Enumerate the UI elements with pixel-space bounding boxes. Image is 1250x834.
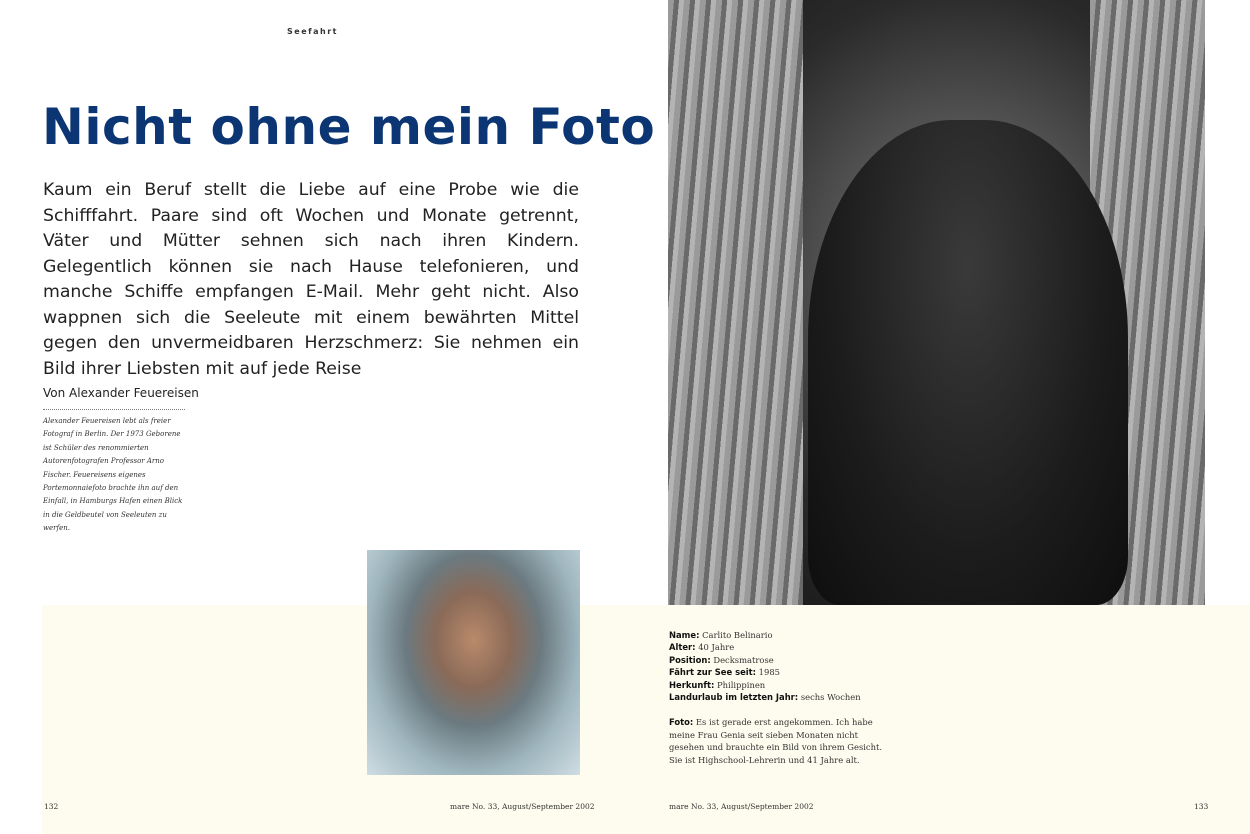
sailor-figure — [808, 120, 1128, 605]
wife-wallet-photo — [367, 550, 580, 775]
photo-caption — [669, 629, 894, 766]
magazine-issue-left: mare No. 33, August/September 2002 — [450, 802, 595, 811]
caption-photo-note: Foto: Es ist gerade erst angekommen. Ich habe meine Frau Genia seit sieben Monaten nicht gesehen und brauchte ein Bild von ihrem Gesicht. Sie ist Highschool-Lehrerin und 41 Jahre alt. — [669, 717, 883, 765]
dotted-divider — [43, 409, 185, 410]
caption-field: Name: Carlito Belinario — [669, 630, 773, 640]
caption-field: Landurlaub im letzten Jahr: sechs Wochen — [669, 692, 861, 703]
cream-background-band — [42, 605, 1250, 834]
article-title: Nicht ohne mein Foto — [42, 98, 656, 156]
left-curtain — [668, 0, 803, 605]
author-bio: Alexander Feuereisen lebt als freier Fotograf in Berlin. Der 1973 Geborene ist Schüler des renommierten Autorenfotografen Professor Arno Fischer. Feuereisens eigenes Portemonnaiefoto brachte ihn auf den Einfall, in Hamburgs Hafen einen Blick in die Geldbeutel von Seeleuten zu werfen. — [43, 417, 183, 533]
caption-field: Alter: 40 Jahre — [669, 642, 735, 653]
lead-paragraph: Kaum ein Beruf stellt die Liebe auf eine Probe wie die Schifffahrt. Paare sind oft Wochen und Monate getrennt, Väter und Mütter sehnen sich nach ihren Kindern. Gelegentlich können sie nach Hause telefonieren, und manche Schiffe empfangen E-Mail. Mehr geht nicht. Also wappnen sich die Seeleute mit einem bewährten Mittel gegen den unvermeidbaren Herzschmerz: Sie nehmen ein Bild ihrer Liebsten mit auf jede Reise — [43, 180, 579, 379]
author-byline: Von Alexander Feuereisen — [43, 386, 199, 400]
magazine-issue-right: mare No. 33, August/September 2002 — [669, 802, 814, 811]
caption-field: Herkunft: Philippinen — [669, 679, 766, 690]
page-number-right: 133 — [1194, 802, 1209, 811]
caption-field: Position: Decksmatrose — [669, 654, 774, 665]
caption-field: Fährt zur See seit: 1985 — [669, 667, 780, 678]
sailor-portrait-photo — [668, 0, 1205, 605]
page-number-left: 132 — [44, 802, 59, 811]
section-label: Seefahrt — [287, 27, 338, 36]
